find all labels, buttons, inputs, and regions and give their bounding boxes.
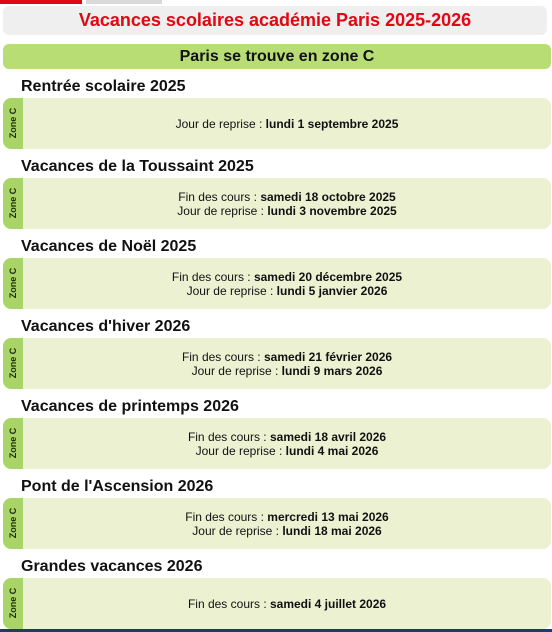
reprise-line: [176, 117, 399, 131]
line-date: lundi 1 septembre 2025: [265, 116, 399, 131]
reprise-line: [192, 364, 383, 378]
inactive-tab-indicator[interactable]: [86, 0, 162, 4]
zone-tab-label: Zone C: [8, 187, 18, 219]
fin-cours-line: [188, 597, 386, 611]
line-label: Fin des cours :: [187, 596, 270, 611]
card-body: [23, 418, 551, 469]
fin-cours-line: [172, 270, 402, 284]
line-label: Jour de reprise :: [191, 363, 282, 378]
section-noel: [0, 238, 552, 310]
line-date: mercredi 13 mai 2026: [267, 509, 389, 524]
line-label: Jour de reprise :: [192, 523, 283, 538]
card-body: [23, 178, 551, 229]
active-tab-indicator[interactable]: [0, 0, 82, 4]
section-title: Vacances de la Toussaint 2025: [21, 158, 254, 175]
section-title: Rentrée scolaire 2025: [21, 78, 186, 95]
line-label: Jour de reprise :: [177, 203, 268, 218]
top-tabs: [0, 0, 552, 4]
line-date: samedi 18 octobre 2025: [260, 189, 396, 204]
section-title: Vacances d'hiver 2026: [21, 318, 191, 335]
dates-card: [3, 258, 551, 309]
line-date: samedi 18 avril 2026: [269, 429, 387, 444]
line-date: samedi 21 février 2026: [263, 349, 393, 364]
line-label: Fin des cours :: [185, 509, 268, 524]
zone-tab: [3, 338, 23, 389]
zone-tab-label: Zone C: [8, 427, 18, 459]
section-title: Vacances de Noël 2025: [21, 238, 197, 255]
fin-cours-line: [188, 430, 386, 444]
section-toussaint: [0, 158, 552, 230]
zone-tab-label: Zone C: [8, 107, 18, 139]
line-date: lundi 9 mars 2026: [281, 363, 383, 378]
fin-cours-line: [182, 350, 392, 364]
zone-banner-text: Paris se trouve en zone C: [179, 47, 375, 65]
reprise-line: [192, 524, 381, 538]
zone-tab: [3, 98, 23, 149]
line-label: Jour de reprise :: [175, 116, 266, 131]
dates-card: [3, 578, 551, 629]
line-label: Fin des cours :: [187, 429, 270, 444]
card-body: [23, 498, 551, 549]
dates-card: [3, 338, 551, 389]
line-label: Jour de reprise :: [195, 443, 286, 458]
card-body: [23, 258, 551, 309]
line-label: Jour de reprise :: [186, 283, 277, 298]
card-body: [23, 98, 551, 149]
line-date: samedi 20 décembre 2025: [253, 269, 403, 284]
line-label: Fin des cours :: [171, 269, 254, 284]
zone-tab-label: Zone C: [8, 347, 18, 379]
dates-card: [3, 418, 551, 469]
fin-cours-line: [178, 190, 395, 204]
section-title: Grandes vacances 2026: [21, 558, 203, 575]
zone-banner: [3, 44, 551, 69]
reprise-line: [177, 204, 396, 218]
dates-card: [3, 498, 551, 549]
dates-card: [3, 98, 551, 149]
section-printemps: [0, 398, 552, 470]
zone-tab-label: Zone C: [8, 587, 18, 619]
reprise-line: [187, 284, 388, 298]
fin-cours-line: [185, 510, 388, 524]
page-title: Vacances scolaires académie Paris 2025-2026: [78, 10, 472, 30]
page-title-box: [3, 6, 547, 35]
zone-tab-label: Zone C: [8, 267, 18, 299]
line-date: lundi 18 mai 2026: [282, 523, 382, 538]
section-grandes-vacances: [0, 558, 552, 630]
line-date: samedi 4 juillet 2026: [269, 596, 387, 611]
card-body: [23, 338, 551, 389]
zone-tab: [3, 418, 23, 469]
line-label: Fin des cours :: [181, 349, 264, 364]
section-hiver: [0, 318, 552, 390]
line-date: lundi 5 janvier 2026: [276, 283, 388, 298]
zone-tab: [3, 258, 23, 309]
zone-tab-label: Zone C: [8, 507, 18, 539]
line-date: lundi 3 novembre 2025: [267, 203, 397, 218]
card-body: [23, 578, 551, 629]
section-rentree: [0, 78, 552, 150]
zone-tab: [3, 178, 23, 229]
zone-tab: [3, 498, 23, 549]
reprise-line: [196, 444, 379, 458]
zone-tab: [3, 578, 23, 629]
line-date: lundi 4 mai 2026: [285, 443, 379, 458]
line-label: Fin des cours :: [178, 189, 261, 204]
section-ascension: [0, 478, 552, 550]
section-title: Vacances de printemps 2026: [21, 398, 239, 415]
dates-card: [3, 178, 551, 229]
section-title: Pont de l'Ascension 2026: [21, 478, 214, 495]
